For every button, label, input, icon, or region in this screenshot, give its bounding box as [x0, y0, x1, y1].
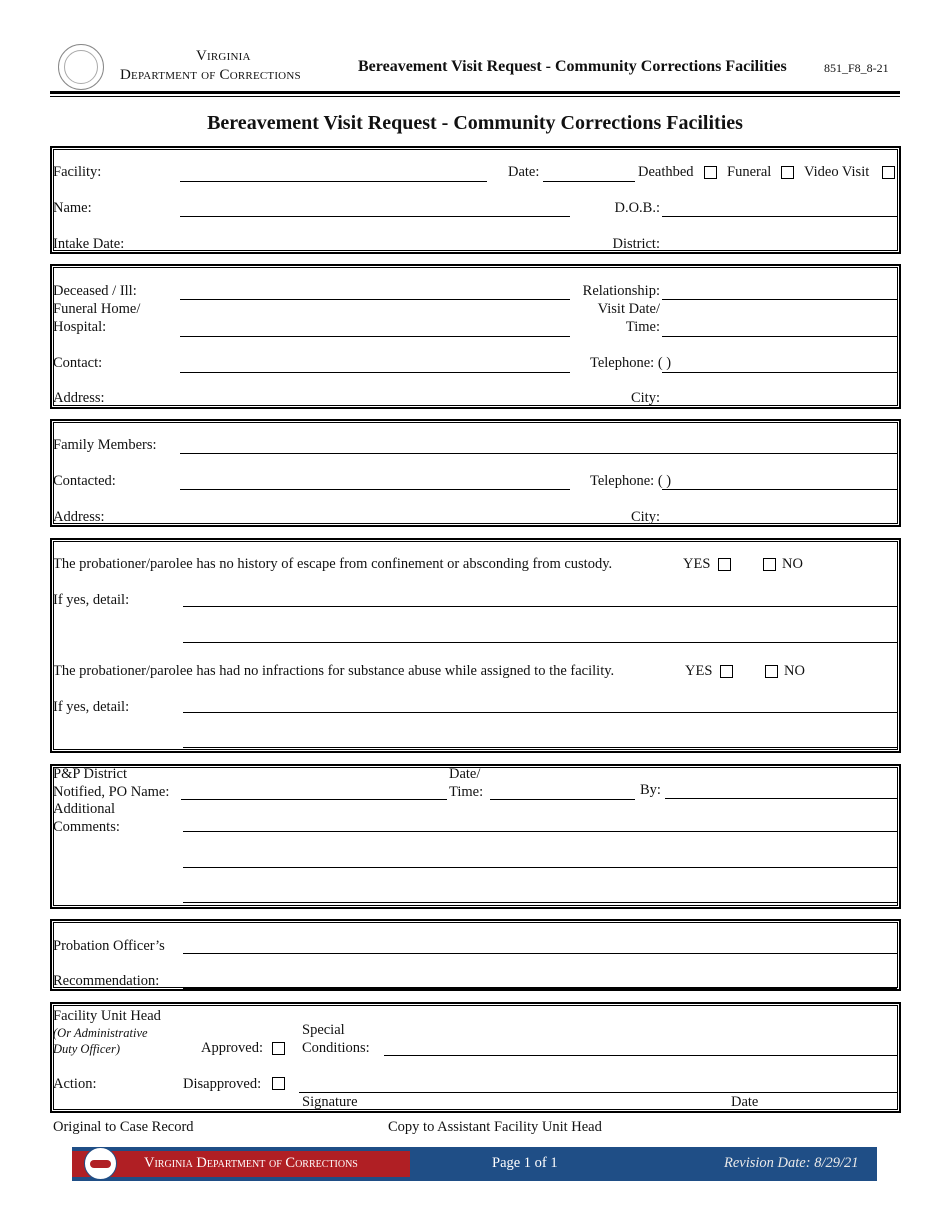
special-conditions-label-1: Special — [302, 1022, 345, 1038]
video-visit-label: Video Visit — [804, 164, 870, 180]
page-title: Bereavement Visit Request - Community Corrections Facilities — [207, 112, 743, 134]
intake-date-label: Intake Date: — [53, 236, 125, 252]
comments-field-3[interactable] — [183, 902, 897, 903]
escape-detail-field-2[interactable] — [183, 642, 897, 643]
comments-label-2: Comments: — [53, 819, 120, 835]
substance-yes-checkbox[interactable] — [720, 665, 733, 678]
deceased-field[interactable] — [180, 299, 570, 300]
contacted-field[interactable] — [180, 489, 570, 490]
telephone-field[interactable] — [662, 372, 897, 373]
section-facility-box — [50, 146, 901, 254]
po-name-field[interactable] — [181, 799, 447, 800]
escape-detail-label: If yes, detail: — [53, 592, 130, 608]
action-label: Action: — [53, 1076, 97, 1092]
pp-district-label-2: Notified, PO Name: — [53, 784, 170, 800]
telephone-label: Telephone: ( ) — [590, 355, 672, 371]
section-family-box — [50, 419, 901, 527]
footer-seal-icon — [84, 1147, 117, 1180]
funeral-home-label-1: Funeral Home/ — [53, 301, 141, 317]
dob-label: D.O.B.: — [614, 200, 660, 216]
by-label: By: — [640, 782, 661, 798]
org-name-line1: Virginia — [196, 48, 251, 64]
family-telephone-label: Telephone: ( ) — [590, 473, 672, 489]
special-conditions-label-2: Conditions: — [302, 1040, 370, 1056]
header-rule-thin — [50, 96, 900, 97]
name-label: Name: — [53, 200, 92, 216]
date-field[interactable] — [543, 181, 635, 182]
po-recommendation-label-2: Recommendation: — [53, 973, 160, 989]
section-recommendation-box — [50, 919, 901, 991]
notify-date-label-2: Time: — [449, 784, 484, 800]
family-city-label: City: — [630, 509, 660, 525]
deathbed-label: Deathbed — [638, 164, 694, 180]
footer-page-number: Page 1 of 1 — [492, 1155, 558, 1171]
header-rule-thick — [50, 91, 900, 94]
funeral-home-field[interactable] — [180, 336, 570, 337]
virginia-seal-icon — [58, 44, 104, 90]
substance-detail-field-2[interactable] — [183, 747, 897, 748]
escape-question: The probationer/parolee has no history of escape from confinement or absconding from custody. — [53, 556, 613, 572]
substance-detail-field-1[interactable] — [183, 712, 897, 713]
comments-field-1[interactable] — [183, 831, 897, 832]
visit-date-field[interactable] — [662, 336, 897, 337]
escape-yes-checkbox[interactable] — [718, 558, 731, 571]
admin-officer-label-2: Duty Officer) — [53, 1042, 120, 1056]
relationship-field[interactable] — [662, 299, 897, 300]
visit-date-label-2: Time: — [625, 319, 660, 335]
signature-label: Signature — [302, 1094, 358, 1110]
substance-question: The probationer/parolee has had no infractions for substance abuse while assigned to the facility. — [53, 663, 615, 679]
approved-label: Approved: — [201, 1040, 264, 1056]
family-telephone-field[interactable] — [662, 489, 897, 490]
special-conditions-field[interactable] — [384, 1055, 897, 1056]
po-recommendation-label-1: Probation Officer’s — [53, 938, 165, 954]
video-visit-checkbox[interactable] — [882, 166, 895, 179]
dob-field[interactable] — [662, 216, 897, 217]
recommendation-field-2[interactable] — [183, 988, 897, 989]
funeral-home-label-2: Hospital: — [53, 319, 107, 335]
unit-head-label: Facility Unit Head — [53, 1008, 161, 1024]
comments-field-2[interactable] — [183, 867, 897, 868]
copy-to-assistant: Copy to Assistant Facility Unit Head — [388, 1119, 602, 1135]
admin-officer-label-1: (Or Administrative — [53, 1026, 148, 1040]
substance-detail-label: If yes, detail: — [53, 699, 130, 715]
facility-field[interactable] — [180, 181, 487, 182]
family-members-label: Family Members: — [53, 437, 157, 453]
district-label: District: — [612, 236, 660, 252]
disapproved-label: Disapproved: — [183, 1076, 262, 1092]
substance-yes-label: YES — [685, 663, 713, 679]
contact-label: Contact: — [53, 355, 103, 371]
family-members-field[interactable] — [180, 453, 897, 454]
approved-checkbox[interactable] — [272, 1042, 285, 1055]
escape-no-label: NO — [782, 556, 803, 572]
date-label: Date: — [508, 164, 540, 180]
funeral-label: Funeral — [727, 164, 772, 180]
signature-date-label: Date — [731, 1094, 759, 1110]
deceased-label: Deceased / Ill: — [53, 283, 137, 299]
notify-date-field[interactable] — [490, 799, 635, 800]
footer-revision-date: Revision Date: 8/29/21 — [724, 1155, 859, 1171]
substance-no-label: NO — [784, 663, 805, 679]
relationship-label: Relationship: — [582, 283, 660, 299]
contact-field[interactable] — [180, 372, 570, 373]
address-label: Address: — [53, 390, 105, 406]
city-label: City: — [630, 390, 660, 406]
by-field[interactable] — [665, 798, 897, 799]
footer-org-name: Virginia Department of Corrections — [144, 1155, 358, 1171]
notify-date-label-1: Date/ — [449, 766, 481, 782]
header-form-title: Bereavement Visit Request - Community Corrections Facilities — [358, 58, 787, 75]
disapproved-checkbox[interactable] — [272, 1077, 285, 1090]
escape-no-checkbox[interactable] — [763, 558, 776, 571]
pp-district-label-1: P&P District — [53, 766, 127, 782]
visit-date-label-1: Visit Date/ — [597, 301, 660, 317]
comments-label-1: Additional — [53, 801, 116, 817]
form-code: 851_F8_8-21 — [824, 61, 889, 75]
escape-yes-label: YES — [683, 556, 711, 572]
org-name-line2: Department of Corrections — [120, 67, 301, 83]
contacted-label: Contacted: — [53, 473, 116, 489]
escape-detail-field-1[interactable] — [183, 606, 897, 607]
name-field[interactable] — [180, 216, 570, 217]
funeral-checkbox[interactable] — [781, 166, 794, 179]
recommendation-field-1[interactable] — [183, 953, 897, 954]
section-action-box — [50, 1002, 901, 1113]
substance-no-checkbox[interactable] — [765, 665, 778, 678]
deathbed-checkbox[interactable] — [704, 166, 717, 179]
original-to-case-record: Original to Case Record — [53, 1119, 194, 1135]
facility-label: Facility: — [53, 164, 102, 180]
family-address-label: Address: — [53, 509, 105, 525]
signature-field[interactable] — [299, 1092, 897, 1093]
